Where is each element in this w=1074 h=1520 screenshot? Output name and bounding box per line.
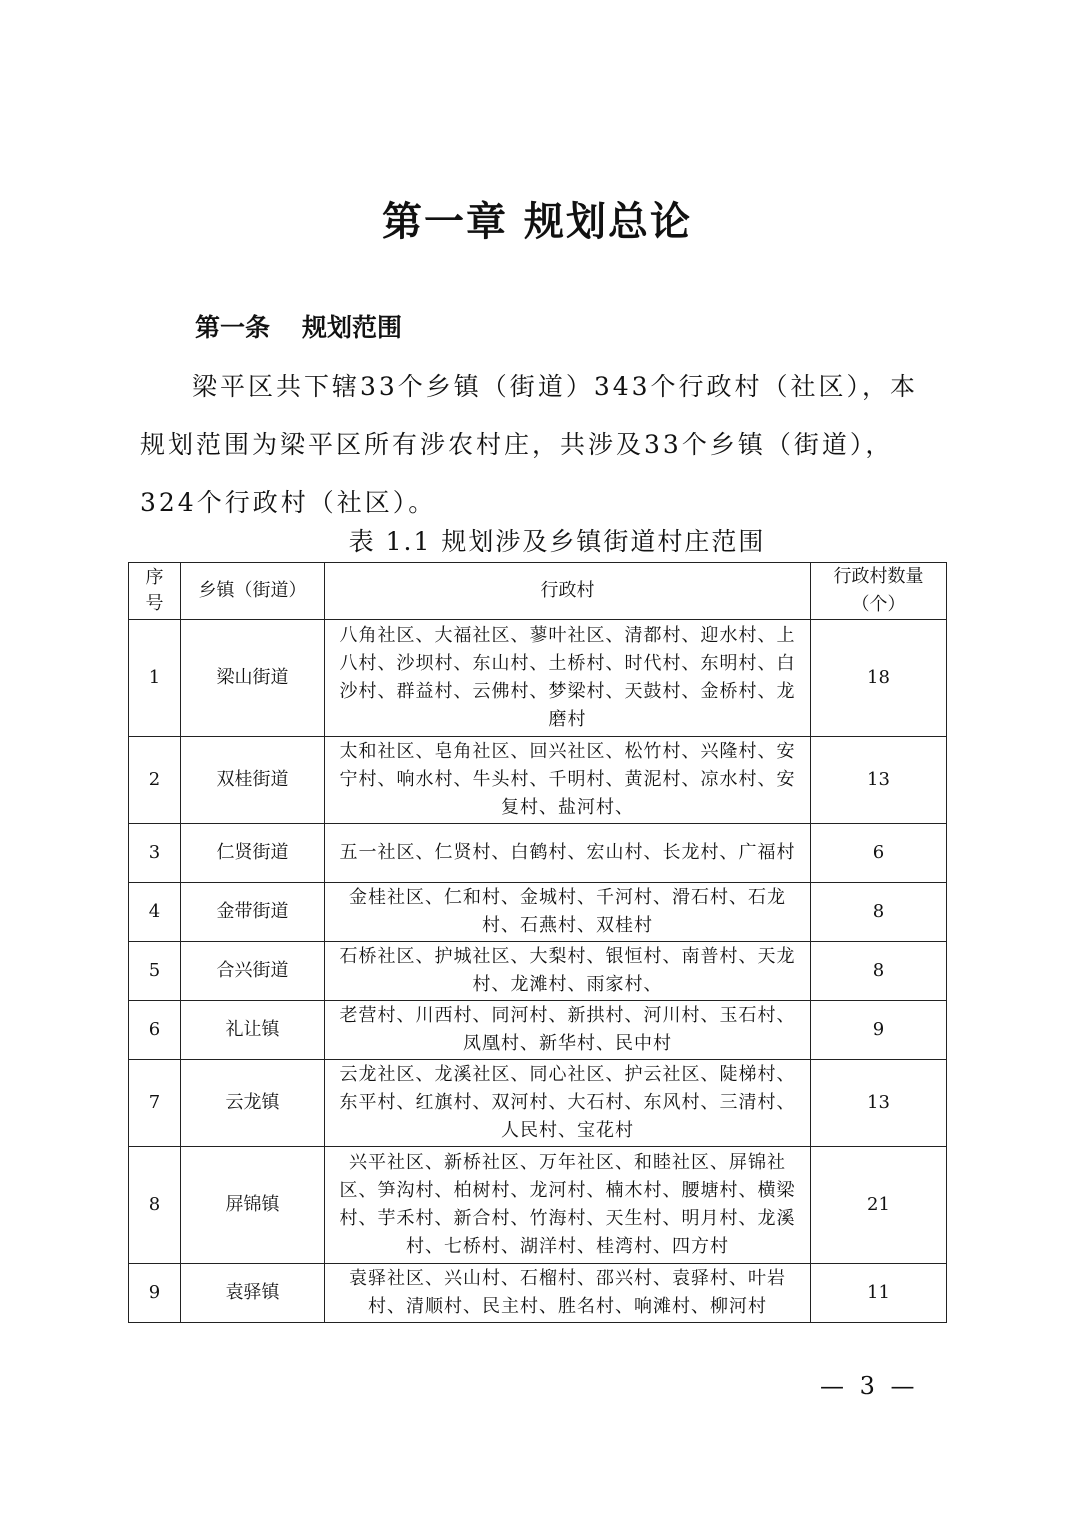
header-count: 行政村数量（个） [811,563,947,620]
cell-villages: 石桥社区、护城社区、大梨村、银恒村、南普村、天龙村、龙滩村、雨家村、 [325,942,811,1001]
cell-count: 11 [811,1264,947,1323]
cell-count: 13 [811,737,947,824]
cell-seq: 5 [129,942,181,1001]
table-row [129,1060,947,1147]
cell-villages: 袁驿社区、兴山村、石榴村、邵兴村、袁驿村、叶岩村、清顺村、民主村、胜名村、响滩村、柳河村 [325,1264,811,1323]
table-row [129,1147,947,1264]
table-row [129,737,947,824]
cell-town: 金带街道 [181,883,325,942]
cell-town: 礼让镇 [181,1001,325,1060]
cell-town: 合兴街道 [181,942,325,1001]
cell-town: 屏锦镇 [181,1147,325,1264]
cell-villages: 五一社区、仁贤村、白鹤村、宏山村、长龙村、广福村 [325,824,811,883]
page-number: — 3 — [820,1372,919,1400]
article-title: 规划范围 [302,313,403,342]
cell-town: 梁山街道 [181,620,325,737]
table-row [129,942,947,1001]
cell-count: 8 [811,942,947,1001]
cell-count: 13 [811,1060,947,1147]
article-number: 第一条 [195,313,271,342]
cell-seq: 9 [129,1264,181,1323]
cell-seq: 8 [129,1147,181,1264]
cell-seq: 4 [129,883,181,942]
header-seq: 序号 [129,563,181,620]
table-row [129,1001,947,1060]
cell-seq: 7 [129,1060,181,1147]
table-caption: 表 1.1 规划涉及乡镇街道村庄范围 [348,527,766,556]
table-row [129,1264,947,1323]
cell-count: 8 [811,883,947,942]
cell-seq: 2 [129,737,181,824]
table-row [129,824,947,883]
table-header-row [129,563,947,620]
cell-town: 仁贤街道 [181,824,325,883]
cell-town: 云龙镇 [181,1060,325,1147]
cell-villages: 八角社区、大福社区、蓼叶社区、清都村、迎水村、上八村、沙坝村、东山村、土桥村、时代村、东明村、白沙村、群益村、云佛村、梦梁村、天鼓村、金桥村、龙磨村 [325,620,811,737]
cell-villages: 太和社区、皂角社区、回兴社区、松竹村、兴隆村、安宁村、响水村、牛头村、千明村、黄泥村、凉水村、安复村、盐河村、 [325,737,811,824]
table-row [129,620,947,737]
cell-seq: 6 [129,1001,181,1060]
cell-town: 袁驿镇 [181,1264,325,1323]
cell-count: 6 [811,824,947,883]
cell-villages: 兴平社区、新桥社区、万年社区、和睦社区、屏锦社区、笋沟村、柏树村、龙河村、楠木村、腰塘村、横梁村、芋禾村、新合村、竹海村、天生村、明月村、龙溪村、七桥村、湖洋村、桂湾村、四方村 [325,1147,811,1264]
header-town: 乡镇（街道） [181,563,325,620]
cell-seq: 1 [129,620,181,737]
cell-villages: 老营村、川西村、同河村、新拱村、河川村、玉石村、凤凰村、新华村、民中村 [325,1001,811,1060]
cell-villages: 云龙社区、龙溪社区、同心社区、护云社区、陡梯村、东平村、红旗村、双河村、大石村、东风村、三清村、人民村、宝花村 [325,1060,811,1147]
article-heading [195,308,402,344]
header-villages: 行政村 [325,563,811,620]
cell-seq: 3 [129,824,181,883]
village-scope-table [128,562,947,1323]
cell-villages: 金桂社区、仁和村、金城村、千河村、滑石村、石龙村、石燕村、双桂村 [325,883,811,942]
table-row [129,883,947,942]
chapter-title: 第一章 规划总论 [382,199,692,245]
cell-count: 9 [811,1001,947,1060]
cell-count: 21 [811,1147,947,1264]
cell-town: 双桂街道 [181,737,325,824]
cell-count: 18 [811,620,947,737]
scope-paragraph: 梁平区共下辖33个乡镇（街道）343个行政村（社区），本规划范围为梁平区所有涉农村庄，共涉及33个乡镇（街道），324个行政村（社区）。 [140,372,919,517]
